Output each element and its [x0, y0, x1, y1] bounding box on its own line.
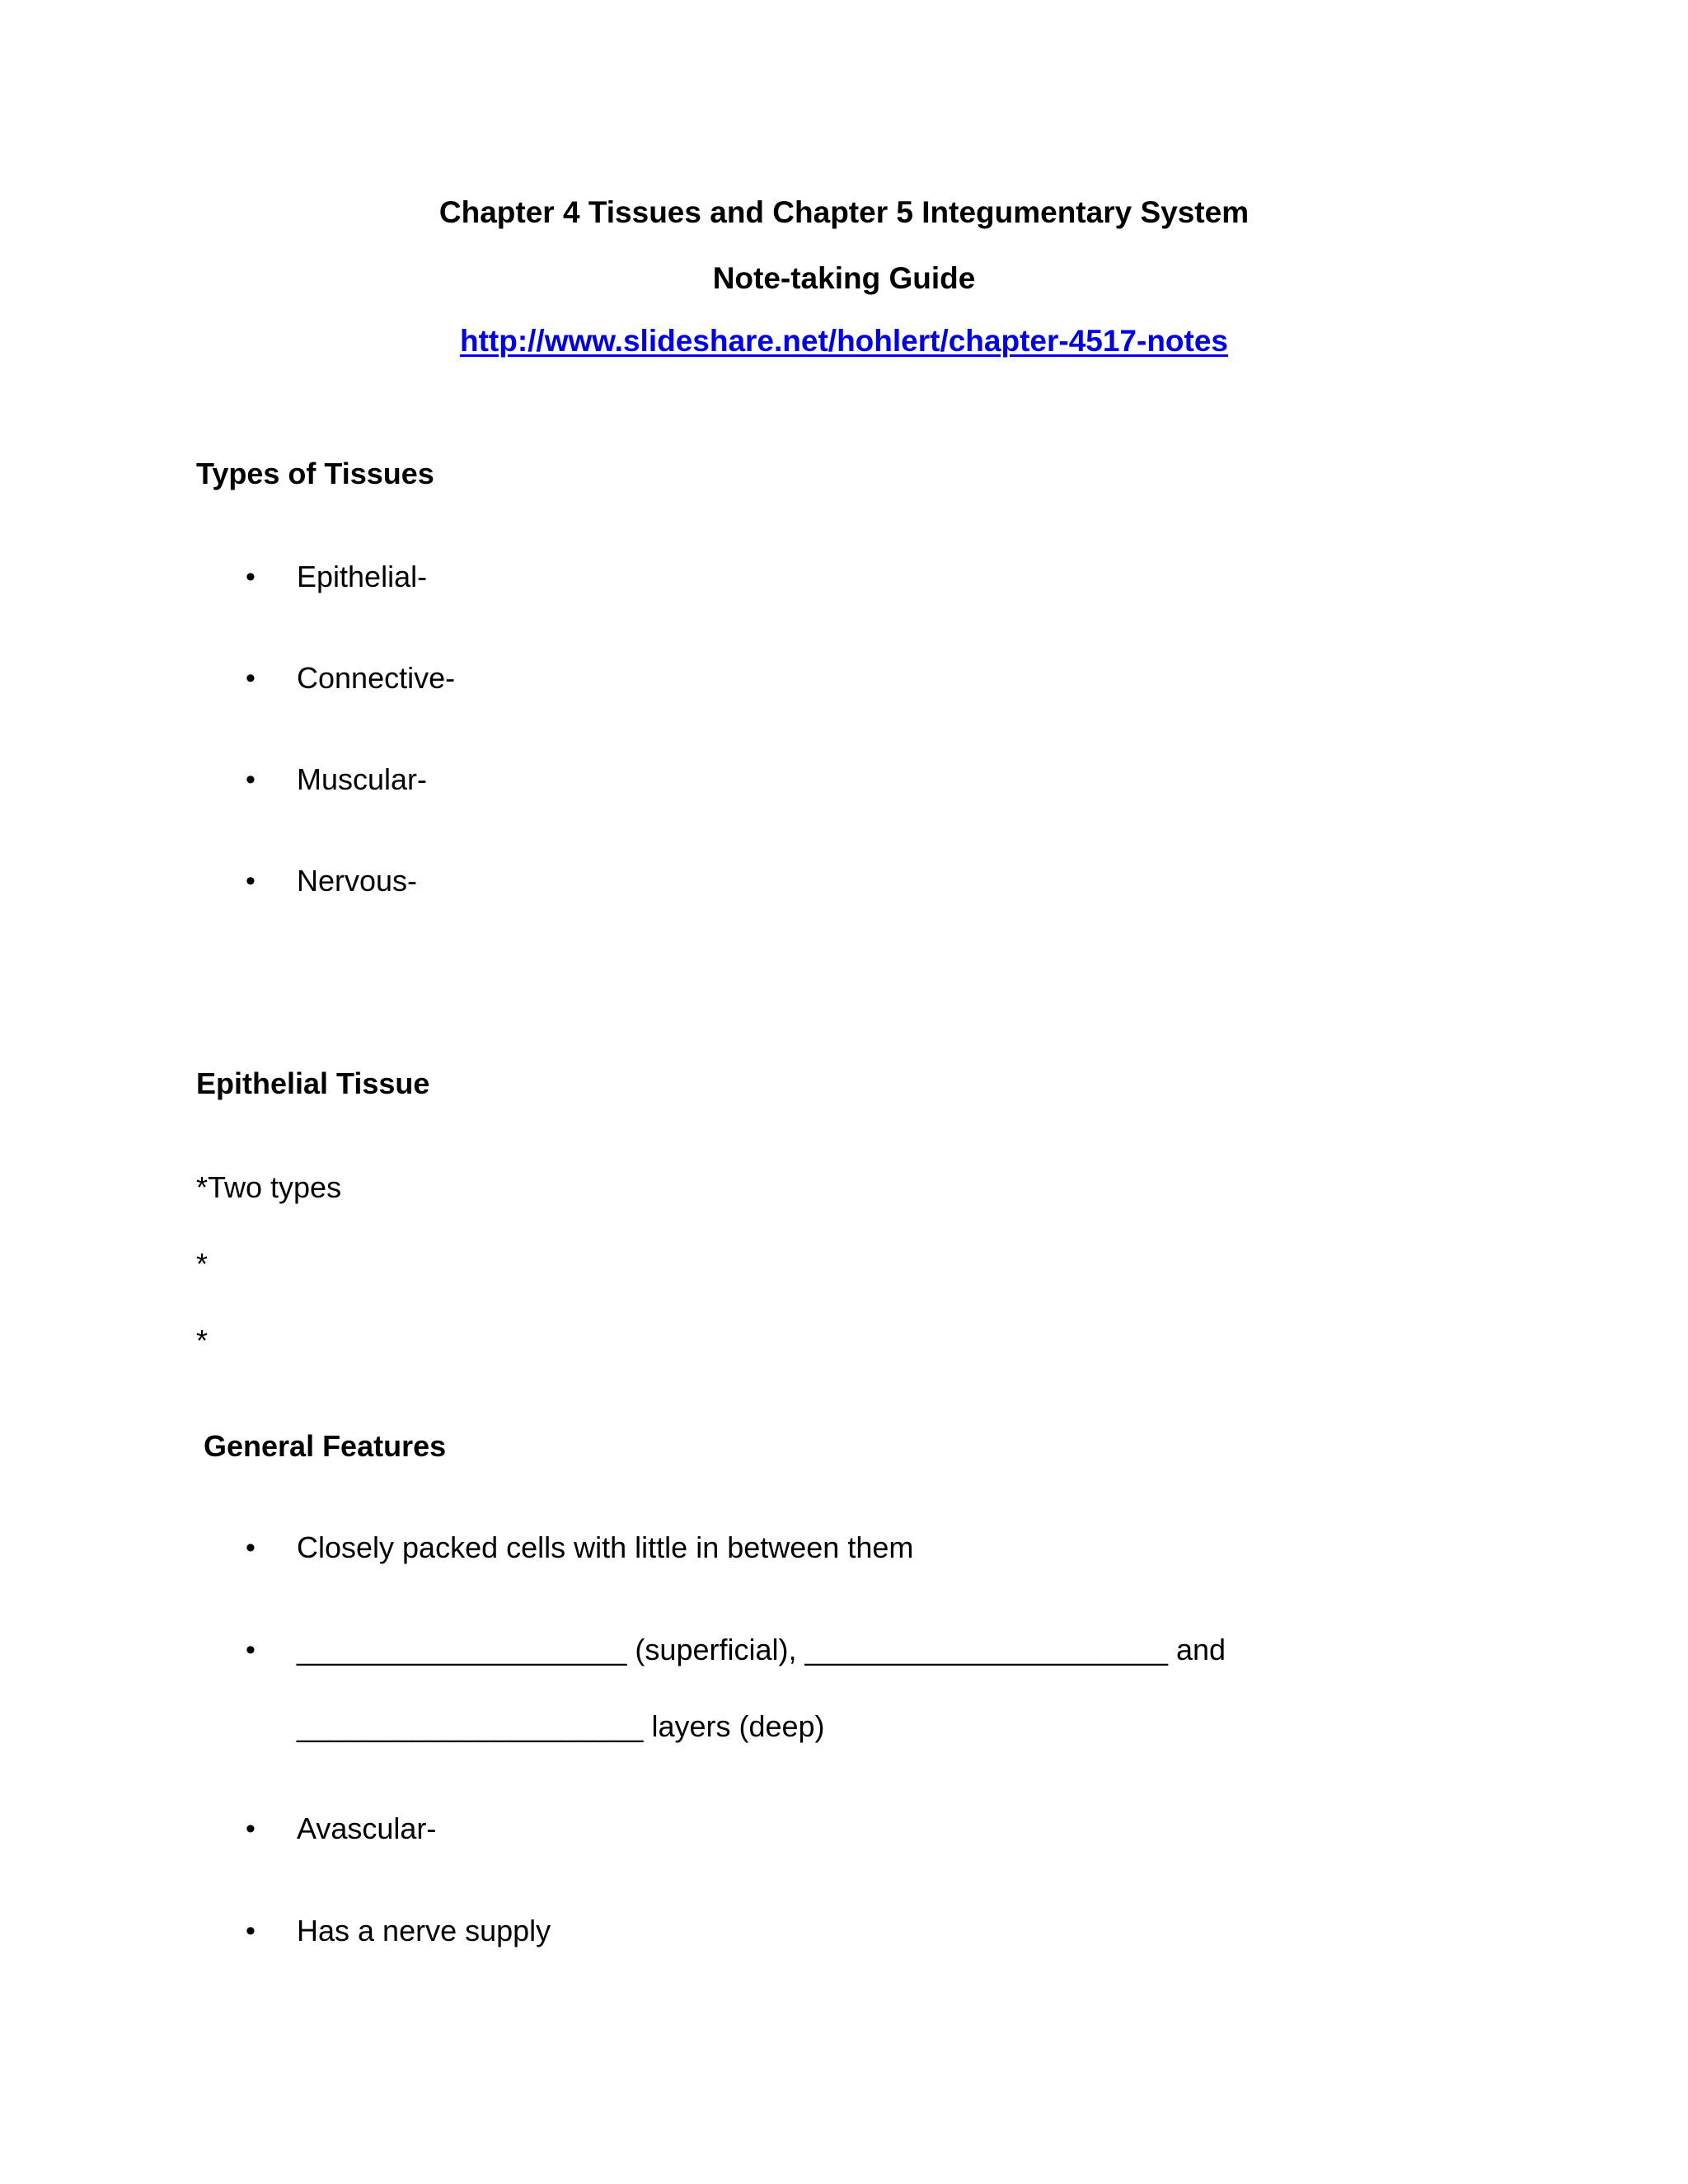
bullet-icon: • [246, 1532, 256, 1563]
tissue-item-nervous: Nervous- [297, 864, 418, 898]
feature-item-closely-packed: Closely packed cells with little in between them [297, 1530, 914, 1564]
feature-item-avascular: Avascular- [297, 1811, 437, 1845]
types-of-tissues-heading: Types of Tissues [196, 457, 434, 490]
reference-link-line [0, 323, 1688, 359]
tissue-item-connective: Connective- [297, 661, 456, 695]
bullet-icon: • [246, 865, 256, 897]
bullet-icon: • [246, 561, 256, 593]
tissue-item-epithelial: Epithelial- [297, 560, 428, 593]
two-types-label: *Two types [196, 1170, 342, 1204]
slideshare-link[interactable]: http://www.slideshare.net/hohlert/chapter-4517-notes [459, 324, 1229, 358]
bullet-icon: • [246, 1813, 256, 1844]
tissue-item-muscular: Muscular- [297, 762, 428, 796]
epithelial-tissue-heading: Epithelial Tissue [196, 1066, 430, 1100]
feature-item-nerve-supply: Has a nerve supply [297, 1914, 551, 1947]
feature-item-layers-blank: ____________________ (superficial), ______________________ and [297, 1633, 1226, 1666]
document-title: Chapter 4 Tissues and Chapter 5 Integumentary System [438, 195, 1250, 229]
bullet-icon: • [246, 1634, 256, 1666]
bullet-icon: • [246, 1915, 256, 1947]
feature-item-layers-deep: _____________________ layers (deep) [297, 1709, 825, 1743]
type-star-2: * [196, 1324, 209, 1357]
bullet-icon: • [246, 764, 256, 795]
general-features-heading: General Features [204, 1429, 447, 1463]
bullet-icon: • [246, 663, 256, 694]
type-star-1: * [196, 1247, 209, 1281]
document-subtitle: Note-taking Guide [712, 261, 976, 295]
